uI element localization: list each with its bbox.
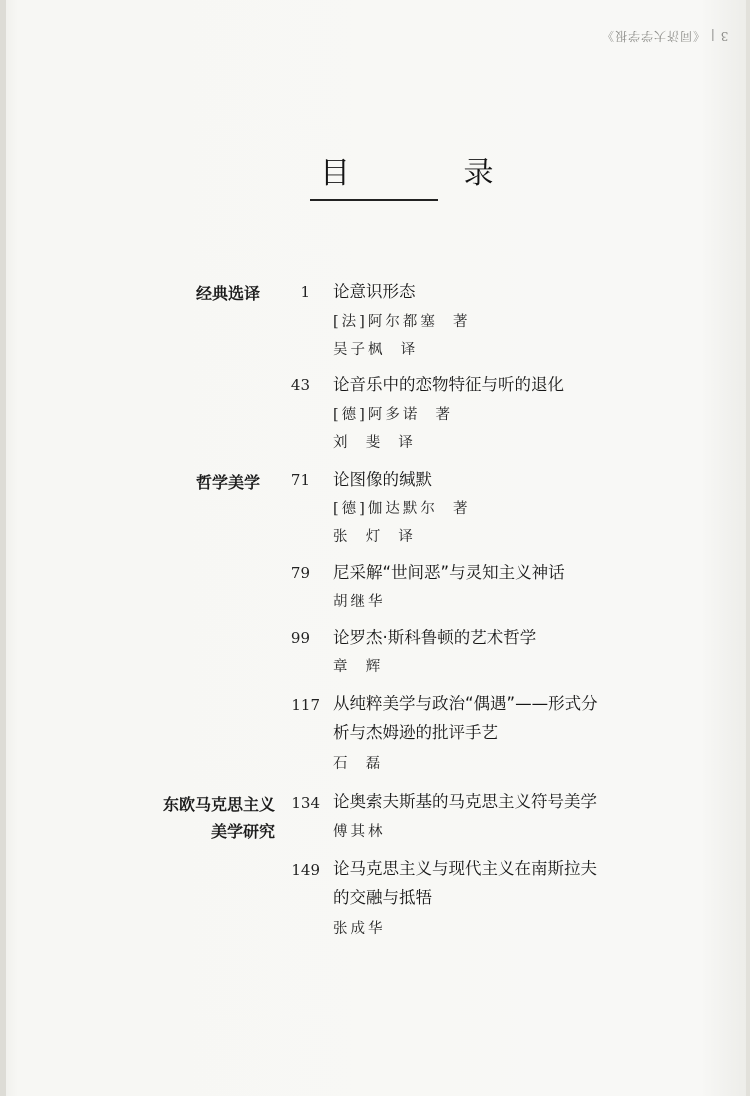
- page-title: 目 录: [320, 156, 546, 191]
- entry-page-number: 79: [290, 564, 310, 582]
- entry-title: 尼采解“世间恶”与灵知主义神话: [333, 563, 565, 582]
- entry-title: 论罗杰·斯科鲁顿的艺术哲学: [333, 628, 537, 647]
- entry-author: 章 辉: [333, 659, 384, 675]
- entry-page-number: 43: [290, 376, 310, 394]
- section-east-european-marxism: 东欧马克思主义: [162, 795, 275, 814]
- entry-page-number: 71: [290, 471, 310, 489]
- entry-title: 论意识形态: [333, 282, 416, 301]
- entry-title-line1: 论马克思主义与现代主义在南斯拉夫: [333, 859, 597, 878]
- running-head: 3 | 《同济大学学报》: [600, 29, 728, 43]
- entry-translator: 张 灯 译: [333, 529, 416, 545]
- entry-title: 论奥索夫斯基的马克思主义符号美学: [333, 792, 597, 811]
- page-edge-right: [746, 0, 750, 1096]
- entry-title: 论图像的缄默: [333, 470, 432, 489]
- section-classic-translations: 经典选译: [195, 284, 260, 303]
- title-underline: [310, 199, 438, 201]
- entry-page-number: 134: [291, 794, 320, 812]
- entry-author: 傅其林: [333, 824, 386, 840]
- entry-page-number: 1: [300, 283, 310, 301]
- entry-title-line2: 的交融与抵牾: [333, 888, 432, 907]
- entry-title: 论音乐中的恋物特征与听的退化: [333, 375, 564, 394]
- section-philosophical-aesthetics: 哲学美学: [195, 473, 260, 492]
- entry-title-line1: 从纯粹美学与政治“偶遇”——形式分: [333, 694, 598, 713]
- entry-title-line2: 析与杰姆逊的批评手艺: [333, 723, 498, 742]
- entry-page-number: 117: [291, 696, 320, 714]
- section-aesthetics-research: 美学研究: [210, 822, 275, 841]
- entry-page-number: 99: [290, 629, 310, 647]
- entry-author: [德]阿多诺 著: [333, 407, 454, 423]
- entry-author: 张成华: [333, 921, 386, 937]
- entry-translator: 刘 斐 译: [333, 435, 416, 451]
- entry-translator: 吴子枫 译: [333, 342, 419, 358]
- entry-author: 胡继华: [333, 594, 386, 610]
- page-edge-left: [0, 0, 6, 1096]
- entry-page-number: 149: [291, 861, 320, 879]
- entry-author: [法]阿尔都塞 著: [333, 314, 471, 330]
- entry-author: [德]伽达默尔 著: [333, 501, 471, 517]
- entry-author: 石 磊: [333, 756, 384, 772]
